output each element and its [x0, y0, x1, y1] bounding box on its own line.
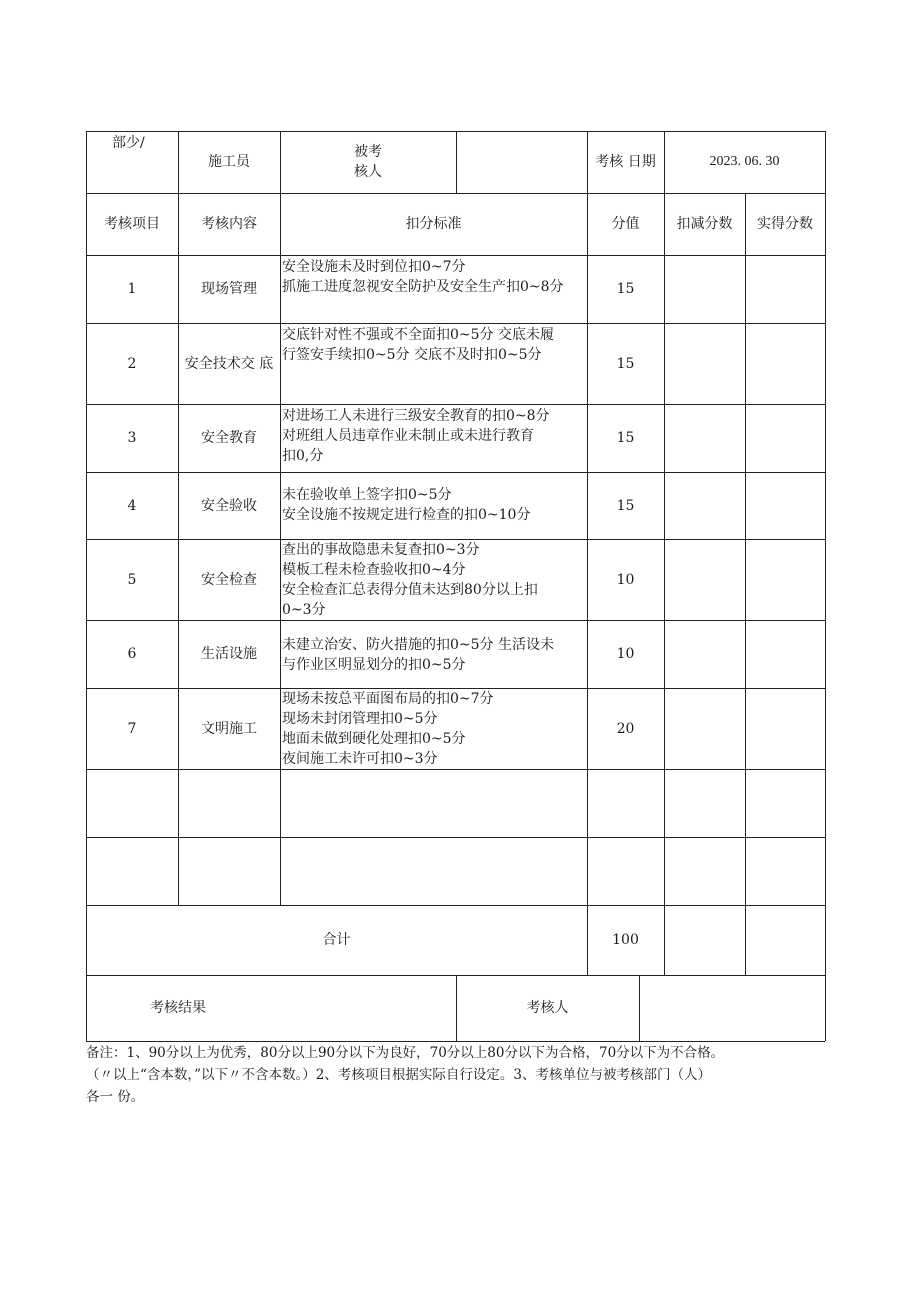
row-3-standard-line: 对班组人员违章作业未制止或未进行教育: [282, 428, 534, 444]
row-1-content: 现场管理: [201, 281, 257, 297]
row-3-standard-line: 扣0,分: [282, 448, 324, 464]
assessor-value[interactable]: [639, 975, 825, 1041]
row-7-content: 文明施工: [201, 720, 257, 737]
row-4-content: 安全验收: [201, 497, 257, 514]
assessee-value[interactable]: [456, 131, 587, 193]
row-1-score: 15: [616, 281, 635, 297]
row-3-score: 15: [616, 430, 635, 446]
blank-row[interactable]: [86, 837, 825, 905]
row-3-content: 安全教育: [201, 430, 257, 446]
row-5-standard: [282, 540, 538, 620]
row-5-score: 10: [616, 571, 635, 588]
row-3-standard-line: 对进场工人未进行三级安全教育的扣0~8分: [282, 408, 550, 424]
row-3-no: 3: [127, 430, 137, 446]
total-label: 合计: [322, 932, 351, 948]
row-3-standard: [282, 406, 550, 466]
col-actual: 实得分数: [757, 216, 813, 232]
row-7-standard-line: 现场未封闭管理扣0~5分: [282, 711, 438, 727]
row-7-no: 7: [127, 720, 137, 737]
result-label: 考核结果: [150, 1000, 206, 1016]
row-6-deduct[interactable]: [664, 620, 745, 688]
row-4-score: 15: [616, 497, 635, 514]
row-4-no: 4: [127, 497, 137, 514]
row-2-standard: [282, 325, 554, 365]
col-content: 考核内容: [201, 216, 257, 232]
total-actual[interactable]: [745, 905, 825, 975]
row-1-standard: [282, 257, 564, 297]
row-7-standard-line: 夜间施工未许可扣0~3分: [282, 751, 438, 767]
result-value[interactable]: [270, 975, 456, 1041]
row-4-deduct[interactable]: [664, 472, 745, 539]
row-4-standard-line: 未在验收单上签字扣0~5分: [282, 487, 452, 503]
row-2-standard-line: 行签安手续扣0~5分 交底不及时扣0~5分: [282, 347, 542, 363]
row-1-standard-line: 安全设施未及时到位扣0~7分: [282, 259, 466, 275]
row-2-content: 安全技术交 底: [184, 355, 274, 372]
row-3-actual[interactable]: [745, 404, 825, 472]
assessee-label-line1: 被考: [354, 144, 382, 160]
row-5-deduct[interactable]: [664, 539, 745, 620]
row-6-content: 生活设施: [201, 646, 257, 662]
row-7-actual[interactable]: [745, 688, 825, 769]
row-5-standard-line: 0~3分: [282, 602, 326, 618]
row-1-deduct[interactable]: [664, 255, 745, 323]
row-2-no: 2: [127, 355, 137, 372]
row-5-standard-line: 查出的事故隐患未复查扣0~3分: [282, 542, 480, 558]
assessee-label-line2: 核人: [354, 164, 382, 180]
date-label: 考核 日期: [595, 154, 656, 170]
row-6-no: 6: [127, 646, 137, 662]
row-5-standard-line: 模板工程未检查验收扣0~4分: [282, 562, 466, 578]
assessor-label: 考核人: [526, 1000, 569, 1016]
blank-row[interactable]: [86, 769, 825, 837]
col-score: 分值: [611, 216, 640, 232]
row-6-standard-line: 与作业区明显划分的扣0~5分: [282, 657, 466, 673]
row-2-deduct[interactable]: [664, 323, 745, 404]
row-4-standard-line: 安全设施不按规定进行检查的扣0~10分: [282, 507, 531, 523]
role-value: 施工员: [208, 154, 250, 170]
row-7-standard-line: 现场未按总平面图布局的扣0~7分: [282, 691, 494, 707]
dept-label: 部少/: [112, 135, 145, 151]
row-2-standard-line: 交底针对性不强或不全面扣0~5分 交底未履: [282, 327, 554, 343]
row-5-no: 5: [127, 571, 137, 588]
row-2-actual[interactable]: [745, 323, 825, 404]
col-deduct: 扣减分数: [676, 216, 733, 232]
row-4-standard: [282, 485, 530, 525]
row-5-content: 安全检查: [201, 571, 257, 588]
row-2-score: 15: [616, 355, 635, 372]
total-deduct[interactable]: [664, 905, 745, 975]
row-6-standard: [282, 635, 554, 675]
row-7-score: 20: [616, 720, 635, 737]
col-item: 考核项目: [104, 216, 160, 232]
row-5-actual[interactable]: [745, 539, 825, 620]
row-7-standard: [282, 689, 494, 769]
row-6-score: 10: [616, 646, 635, 662]
col-standard: 扣分标准: [405, 216, 462, 232]
notes-line-3: 各一 份。: [86, 1089, 145, 1105]
row-5-standard-line: 安全检查汇总表得分值未达到80分以上扣: [282, 582, 538, 598]
row-1-actual[interactable]: [745, 255, 825, 323]
row-3-deduct[interactable]: [664, 404, 745, 472]
row-7-standard-line: 地面未做到硬化处理扣0~5分: [282, 731, 466, 747]
notes-line-2: （〃以上“含本数，”以下〃不含本数。）2、考核项目根据实际自行设定。3、考核单位与被考核部门（人）: [86, 1067, 711, 1083]
row-6-actual[interactable]: [745, 620, 825, 688]
row-6-standard-line: 未建立治安、防火措施的扣0~5分 生活设未: [282, 637, 554, 653]
date-value[interactable]: 2023. 06. 30: [709, 154, 780, 169]
assessee-label: [280, 131, 456, 193]
total-score: 100: [612, 932, 639, 948]
row-1-no: 1: [127, 281, 137, 297]
row-4-actual[interactable]: [745, 472, 825, 539]
row-1-standard-line: 抓施工进度忽视安全防护及安全生产扣0~8分: [282, 279, 564, 295]
notes-line-1: 备注：1、90分以上为优秀，80分以上90分以下为良好，70分以上80分以下为合格，70分以下为不合格。: [86, 1045, 725, 1061]
row-7-deduct[interactable]: [664, 688, 745, 769]
